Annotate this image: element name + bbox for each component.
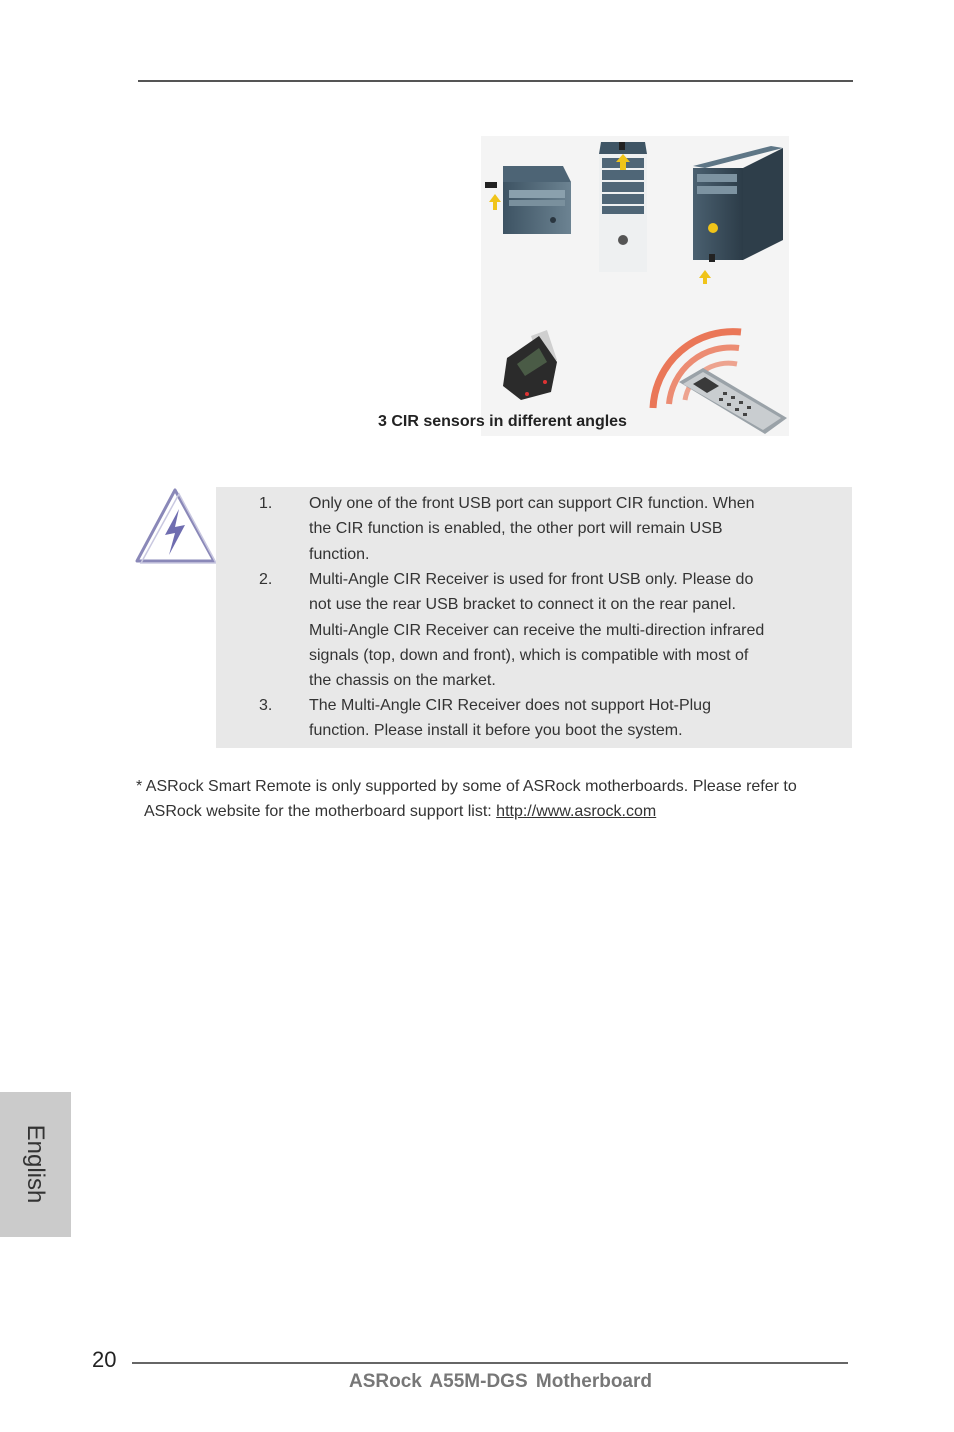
note-line: the CIR function is enabled, the other port will remain USB — [309, 520, 723, 538]
note-line: function. — [309, 545, 370, 563]
note-line: the chassis on the market. — [309, 672, 496, 690]
note-line: Only one of the front USB port can support CIR function. When — [309, 495, 755, 512]
figure-caption: 3 CIR sensors in different angles — [378, 413, 627, 430]
note-line: Multi-Angle CIR Receiver can receive the multi-direction infrared — [309, 621, 765, 639]
footnote-text: ASRock website for the motherboard support list: — [144, 803, 497, 821]
bottom-rule — [132, 1362, 848, 1364]
cir-receiver-icon — [503, 330, 557, 400]
note-line: The Multi-Angle CIR Receiver does not support Hot-Plug — [309, 697, 711, 714]
note-line: not use the rear USB bracket to connect it on the rear panel. — [309, 596, 736, 614]
remote-control-icon — [679, 368, 787, 434]
note-text — [309, 693, 809, 744]
language-tab — [0, 1092, 71, 1237]
footnote-line — [136, 799, 856, 824]
tower-case-icon — [599, 142, 647, 272]
cir-sensors-figure — [481, 136, 789, 436]
note-number: 1. — [259, 495, 273, 512]
footer-title: ASRock A55M-DGS Motherboard — [349, 1371, 652, 1392]
notes-box — [216, 487, 852, 748]
note-number: 2. — [259, 571, 273, 588]
note-line: Multi-Angle CIR Receiver is used for front USB only. Please do — [309, 571, 754, 588]
note-number: 3. — [259, 697, 273, 714]
asrock-website-link[interactable]: http://www.asrock.com — [496, 803, 657, 821]
note-line: function. Please install it before you boot the system. — [309, 722, 683, 740]
note-line: signals (top, down and front), which is compatible with most of — [309, 646, 749, 664]
note-text — [309, 491, 809, 567]
mini-tower-case-icon — [693, 146, 783, 284]
top-rule — [138, 80, 853, 82]
footnote-line: * ASRock Smart Remote is only supported by some of ASRock motherboards. Please refer to — [136, 778, 797, 795]
warning-lightning-icon — [135, 487, 217, 565]
page-number: 20 — [92, 1347, 117, 1372]
note-text — [309, 567, 809, 693]
desktop-case-icon — [485, 166, 571, 234]
language-label: English — [22, 1124, 49, 1204]
footnote — [136, 774, 856, 825]
